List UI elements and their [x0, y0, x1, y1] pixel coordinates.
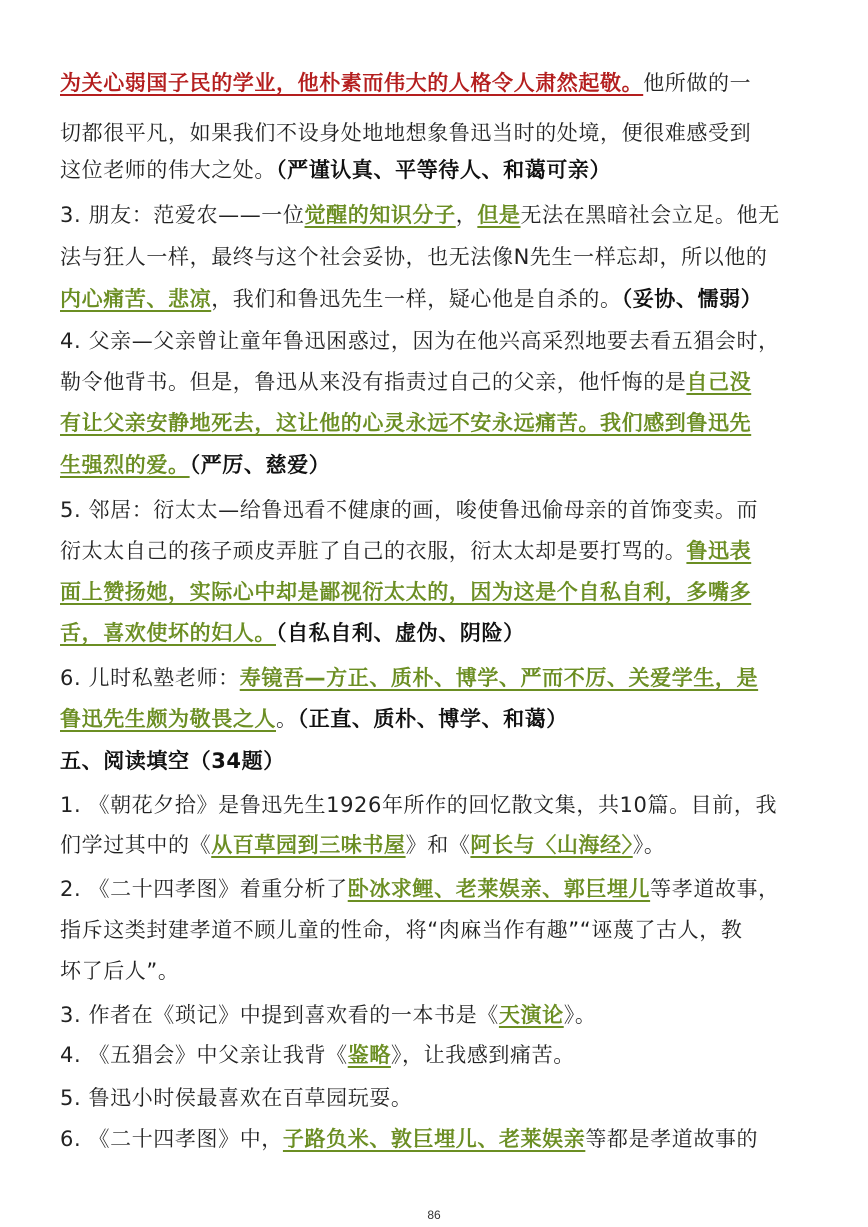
text-line [60, 1040, 575, 1070]
text-line: 5. 鲁迅小时侯最喜欢在百草园玩耍。 [60, 1086, 413, 1110]
keywords: （妥协、懦弱） [621, 287, 763, 311]
text-span: 勒令他背书。但是，鲁迅从来没有指责过自己的父亲，他忏悔的是 [60, 370, 687, 394]
emphasis-red: 为关心弱国子民的学业，他朴素而伟大的人格令人肃然起敬。 [60, 71, 644, 95]
text-span: 等都是孝道故事的 [585, 1127, 759, 1151]
answer-highlight: 子路负米、敦巨埋儿、老莱娱亲 [282, 1127, 586, 1151]
answer-highlight: 自己没 [686, 370, 752, 394]
text-line: 坏了后人”。 [60, 959, 180, 983]
text-span: 3. 作者在《琐记》中提到喜欢看的一本书是《 [60, 1003, 499, 1027]
text-span: 》。 [563, 1003, 597, 1027]
text-span: 3. 朋友：范爱农——一位 [60, 203, 305, 227]
text-span: ，我们和鲁迅先生一样，疑心他是自杀的。 [211, 287, 622, 311]
answer-highlight: 卧冰求鲤、老莱娱亲、郭巨埋儿 [347, 877, 651, 901]
text-line: 4. 父亲—父亲曾让童年鲁迅困惑过，因为在他兴高采烈地要去看五猖会时， [60, 329, 780, 353]
answer-highlight: 内心痛苦、悲凉 [60, 287, 212, 311]
text-span: ， [455, 203, 478, 227]
answer-highlight: 有让父亲安静地死去，这让他的心灵永远不安永远痛苦。我们感到鲁迅先 [60, 411, 752, 435]
keywords: （自私自利、虚伪、阴险） [276, 621, 525, 645]
answer-highlight: 舌，喜欢使坏的妇人。 [60, 621, 276, 645]
text-line [60, 663, 758, 693]
text-line [60, 408, 751, 438]
keywords: （正直、质朴、博学、和蔼） [297, 707, 568, 731]
text-span: 们学过其中的《 [60, 833, 212, 857]
keywords: （严谨认真、平等待人、和蔼可亲） [276, 158, 612, 182]
text-line [60, 284, 762, 314]
text-line [60, 1000, 596, 1030]
answer-highlight: 觉醒的知识分子 [304, 203, 456, 227]
text-span: 》，让我感到痛苦。 [390, 1043, 575, 1067]
answer-highlight: 生强烈的爱。 [60, 453, 190, 477]
text-span: 4. 《五猖会》中父亲让我背《 [60, 1043, 348, 1067]
text-span: 衍太太自己的孩子顽皮弄脏了自己的衣服，衍太太却是要打骂的。 [60, 539, 687, 563]
text-span: 他所做的一 [643, 71, 752, 95]
page-number: 86 [427, 1208, 441, 1222]
text-line: 1. 《朝花夕拾》是鲁迅先生1926年所作的回忆散文集，共10篇。目前，我 [60, 793, 778, 817]
text-line [60, 830, 665, 860]
text-line: 指斥这类封建孝道不顾儿童的性命，将“肉麻当作有趣”“诬蔑了古人，教 [60, 918, 743, 942]
text-line [60, 704, 568, 734]
text-line [60, 367, 751, 397]
text-span: 。 [276, 707, 298, 731]
section-heading: 五、阅读填空（34题） [60, 749, 285, 773]
text-line [60, 536, 751, 566]
answer-highlight: 面上赞扬她，实际心中却是鄙视衍太太的，因为这是个自私自利，多嘴多 [60, 580, 752, 604]
text-span: 》。 [632, 833, 666, 857]
text-line [60, 68, 751, 98]
text-span: 这位老师的伟大之处。 [60, 158, 276, 182]
answer-highlight: 从百草园到三味书屋 [211, 833, 406, 857]
text-span: 无法在黑暗社会立足。他无 [520, 203, 780, 227]
answer-highlight: 但是 [477, 203, 521, 227]
text-span: 》和《 [405, 833, 471, 857]
answer-highlight: 鉴略 [347, 1043, 391, 1067]
text-line [60, 1124, 758, 1154]
answer-highlight: 寿镜吾—方正、质朴、博学、严而不厉、关爱学生，是 [239, 666, 759, 690]
text-line: 切都很平凡，如果我们不设身处地地想象鲁迅当时的处境，便很难感受到 [60, 121, 752, 145]
answer-highlight: 天演论 [498, 1003, 564, 1027]
answer-highlight: 阿长与〈山海经〉 [470, 833, 633, 857]
text-span: 6. 儿时私塾老师： [60, 666, 240, 690]
text-line: 5. 邻居：衍太太—给鲁迅看不健康的画，唆使鲁迅偷母亲的首饰变卖。而 [60, 498, 759, 522]
text-line [60, 450, 330, 480]
text-line [60, 618, 525, 648]
keywords: （严厉、慈爱） [189, 453, 331, 477]
text-line [60, 155, 611, 185]
text-line: 法与狂人一样，最终与这个社会妥协，也无法像N先生一样忘却，所以他的 [60, 245, 768, 269]
text-line [60, 874, 780, 904]
text-line [60, 577, 751, 607]
answer-highlight: 鲁迅表 [686, 539, 752, 563]
text-span: 2. 《二十四孝图》着重分析了 [60, 877, 348, 901]
text-span: 6. 《二十四孝图》中， [60, 1127, 283, 1151]
text-line [60, 200, 780, 230]
text-span: 等孝道故事， [650, 877, 780, 901]
answer-highlight: 鲁迅先生颇为敬畏之人 [60, 707, 276, 731]
